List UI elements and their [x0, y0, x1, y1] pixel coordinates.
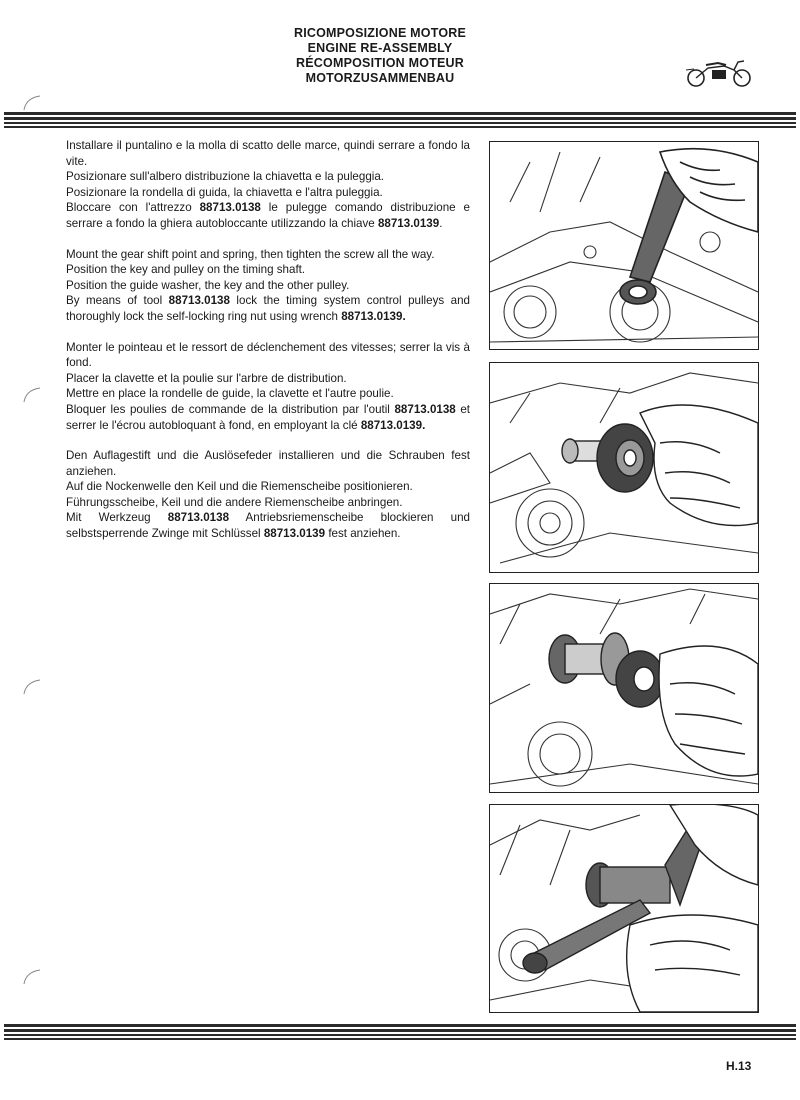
engine-illustration	[490, 584, 758, 792]
binder-hole-mark	[18, 966, 44, 986]
tool-code: 88713.0139	[263, 527, 326, 541]
binder-hole-mark	[18, 676, 44, 696]
illustration-guide-washer	[489, 583, 759, 793]
motorcycle-icon	[684, 56, 754, 90]
illustration-ring-nut-tightening	[489, 804, 759, 1013]
paragraph-english: Mount the gear shift point and spring, then tighten the screw all the way. Position the key and pulley on the timing shaft. Position the guide washer, the key and the other pulley. By means of tool 88713.0138 lock the timing system control pulleys and thoroughly lock the self-locking ring nut using wrench 88713.0139.	[66, 247, 470, 323]
page-number: H.13	[726, 1059, 752, 1073]
paragraph-german: Den Auflagestift und die Auslösefeder installieren und die Schrauben fest anziehen. Auf die Nockenwelle den Keil und die Riemenscheibe positionieren. Führungsscheibe, Keil und die andere Riemenscheibe anbringen. Mit Werkzeug 88713.0138 Antriebsriemenscheibe blockieren und selbstsperrende Zwinge mit Schlüssel 88713.0139 fest anziehen.	[66, 449, 470, 541]
tool-code: 88713.0138	[168, 294, 230, 308]
tool-code: 88713.0139.	[341, 309, 406, 323]
title-italian: RICOMPOSIZIONE MOTORE	[293, 26, 467, 40]
engine-illustration	[490, 805, 758, 1012]
tool-code: 88713.0138	[167, 511, 230, 525]
binder-hole-mark	[18, 92, 44, 112]
tool-code: 88713.0138	[199, 201, 261, 215]
illustration-pulley-placement	[489, 362, 759, 573]
paragraph-french: Monter le pointeau et le ressort de déclenchement des vitesses; serrer la vis à fond. Placer la clavette et la poulie sur l'arbre de distribution. Mettre en place la rondelle de guide, la clavette et l'autre poulie. Bloquer les poulies de commande de la distribution par l'outil 88713.0138 et serrer le l'écrou autobloquant à fond, en employant la clé 88713.0139.	[66, 340, 471, 432]
engine-illustration	[490, 142, 758, 349]
illustration-gear-shift-screw	[489, 141, 759, 350]
binder-hole-mark	[18, 384, 44, 404]
tool-code: 88713.0139	[377, 216, 440, 230]
footer-rule	[4, 1024, 796, 1042]
title-english: ENGINE RE-ASSEMBLY	[307, 41, 453, 55]
instruction-text	[66, 138, 470, 557]
tool-code: 88713.0138	[394, 402, 456, 416]
header-rule	[4, 112, 796, 130]
tool-code: 88713.0139.	[360, 418, 426, 432]
page-title	[250, 26, 510, 86]
paragraph-italian: Installare il puntalino e la molla di scatto delle marce, quindi serrare a fondo la vite. Posizionare sull'albero distribuzione la chiavetta e la puleggia. Posizionare la rondella di guida, la chiavetta e l'altra puleggia. Bloccare con l'attrezzo 88713.0138 le pulegge comando distribuzione e serrare a fondo la ghiera autobloccante utilizzando la chiave 88713.0139.	[66, 139, 471, 230]
title-german: MOTORZUSAMMENBAU	[305, 71, 455, 85]
engine-illustration	[490, 363, 758, 572]
title-french: RÉCOMPOSITION MOTEUR	[296, 56, 464, 70]
